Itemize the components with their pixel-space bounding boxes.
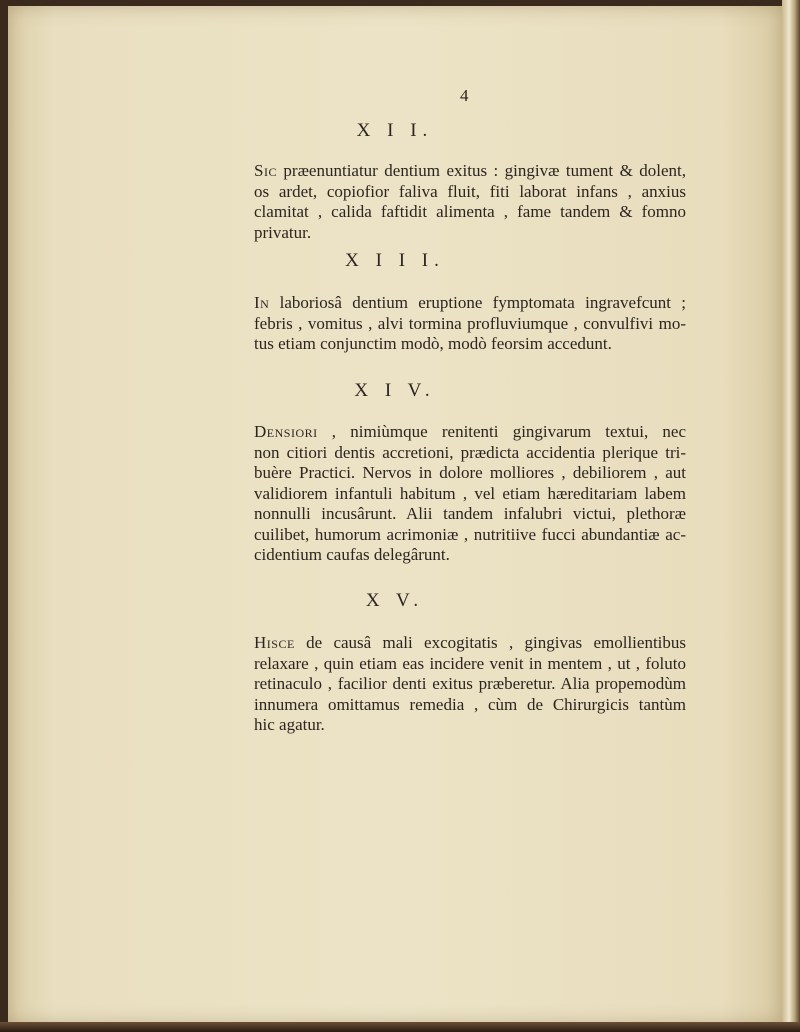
paragraph-line: retinaculo , facilior denti exitus præberetur. Alia propemodùm <box>254 674 686 693</box>
paragraph-line: buère Practici. Nervos in dolore molliores , debiliorem , aut <box>254 463 686 482</box>
paragraph-line: tus etiam conjunctim modò, modò feorsim accedunt. <box>254 334 612 353</box>
paragraph-line: os ardet, copiofior faliva fluit, fiti laborat infans , anxius <box>254 181 686 201</box>
paragraph-line: privatur. <box>254 222 312 242</box>
paragraph-line: Densiori , nimiùmque renitenti gingivarum textui, nec <box>254 422 686 441</box>
paragraph-line: clamitat , calida faftidit alimenta , fame tandem & fomno <box>254 202 686 221</box>
page-number: 4 <box>460 86 469 105</box>
section-heading-xii: X I I. <box>356 120 434 141</box>
paragraph-lead-word: In <box>254 293 270 312</box>
paragraph-line: relaxare , quin etiam eas incidere venit in mentem , ut , foluto <box>254 653 686 673</box>
paragraph-lead-word: Hisce <box>254 633 295 652</box>
paragraph-xiv <box>254 422 686 566</box>
paragraph-line: Sic præenuntiatur dentium exitus : gingivæ tument & dolent, <box>254 161 686 180</box>
book-right-edge <box>782 0 800 1032</box>
section-heading-xv: X V. <box>365 590 425 611</box>
paragraph-line: In laboriosâ dentium eruptione fymptomata ingravefcunt ; <box>254 293 687 312</box>
paragraph-line: cuilibet, humorum acrimoniæ , nutritiive fucci abundantiæ ac- <box>254 524 686 544</box>
book-bottom-edge <box>0 1022 800 1032</box>
paragraph-line: febris , vomitus , alvi tormina profluviumque , convulfivi mo- <box>254 313 686 333</box>
paragraph-line: cidentium caufas delegârunt. <box>254 545 450 564</box>
paragraph-lead-word: Densiori <box>254 422 318 441</box>
book-page <box>8 6 782 1024</box>
paragraph-line: hic agatur. <box>254 715 325 734</box>
paragraph-lead-word: Sic <box>254 161 277 180</box>
paragraph-xii <box>254 161 686 243</box>
paragraph-xiii <box>254 293 686 355</box>
section-heading-xiii: X I I I. <box>345 250 445 271</box>
paragraph-line: innumera omittamus remedia , cùm de Chirurgicis tantùm <box>254 694 686 714</box>
section-heading-xiv: X I V. <box>354 380 436 401</box>
paragraph-line: nonnulli incusârunt. Alii tandem infalubri victui, plethoræ <box>254 504 686 523</box>
paragraph-line: Hisce de causâ mali excogitatis , gingivas emollientibus <box>254 633 687 652</box>
paragraph-line: non citiori dentis accretioni, prædicta accidentia plerique tri- <box>254 442 686 462</box>
paragraph-line: validiorem infantuli habitum , vel etiam hæreditariam labem <box>254 483 686 503</box>
paragraph-xv <box>254 633 686 736</box>
